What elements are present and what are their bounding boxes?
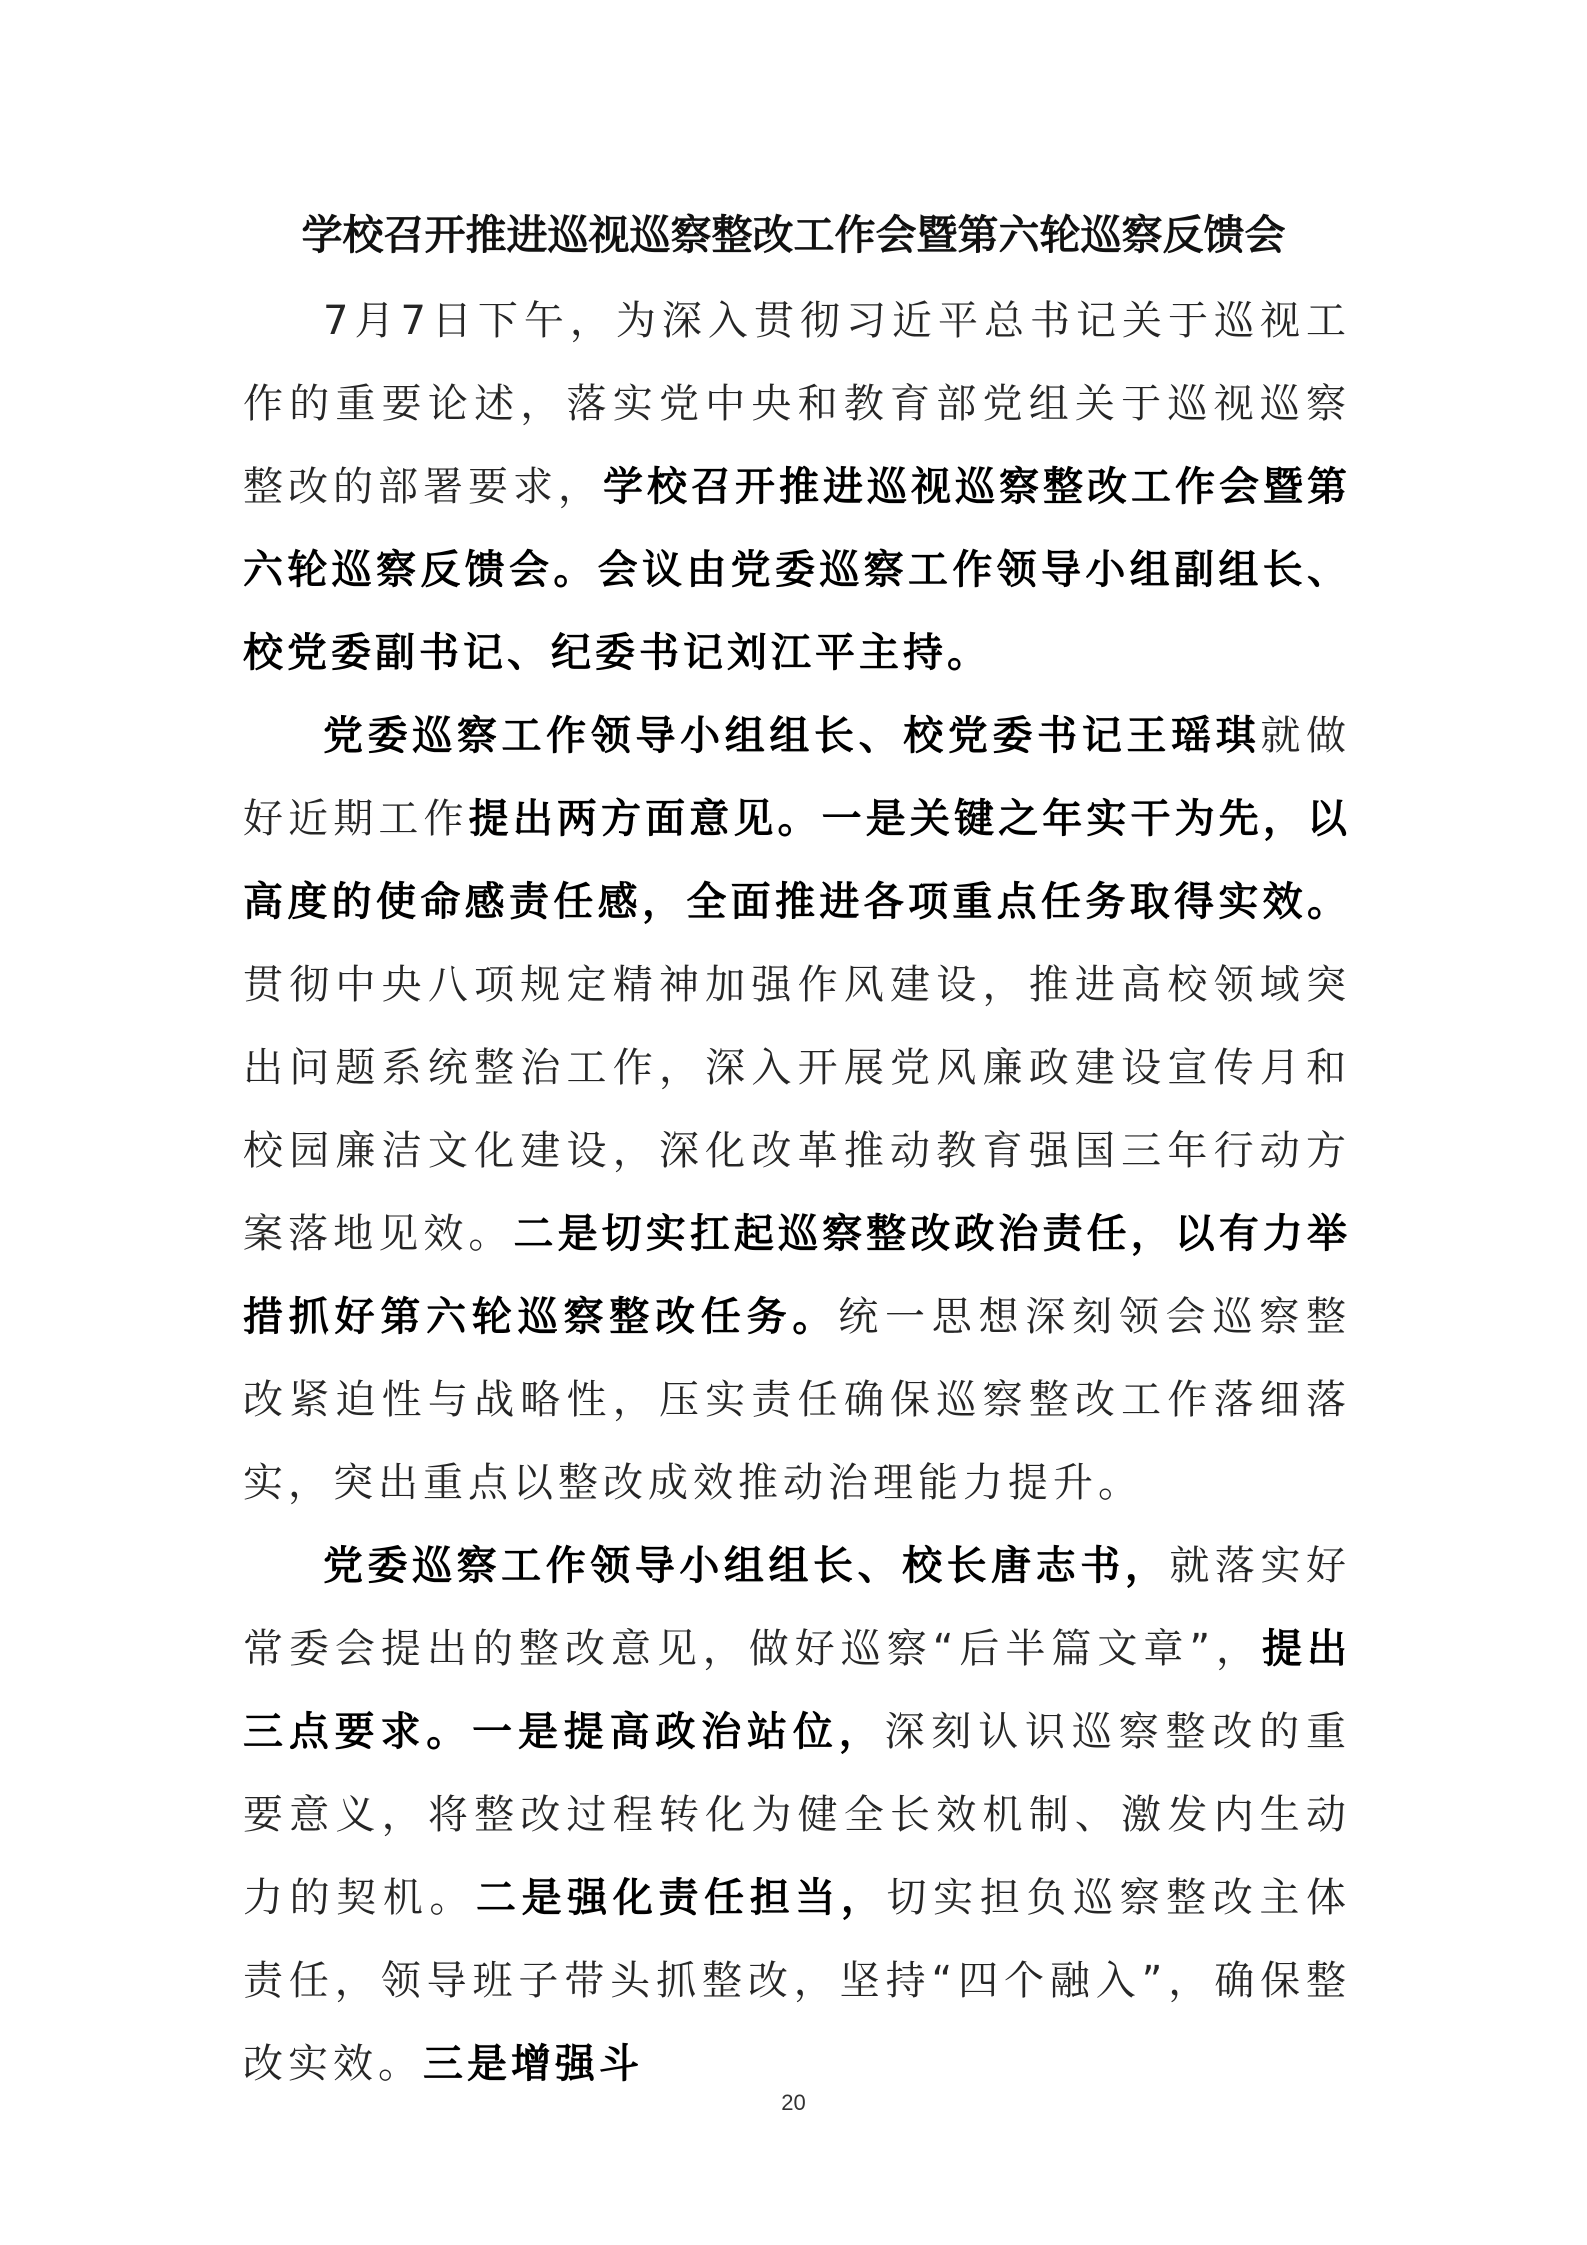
text-run: 7月7日下午，为深入贯彻习近平总书记关于巡视工作的重要论述，落实党中央和教育部党组关于巡视巡察整改的部署要求，: [243, 298, 1351, 510]
bold-text-run: 二是切实扛起巡察整改政治责任，以有力举措抓好第六轮巡察整改任务。: [243, 1211, 1351, 1340]
text-run: 贯彻中央八项规定精神加强作风建设，推进高校领域突出问题系统整治工作，深入开展党风廉政建设宣传月和校园廉洁文化建设，深化改革推动教育强国三年行动方案落地见效。: [243, 962, 1351, 1257]
page-number: 20: [781, 2090, 806, 2115]
bold-text-run: 提出三点要求。一是提高政治站位，: [243, 1626, 1351, 1755]
paragraph-1: [243, 280, 1351, 695]
paragraph-2: [243, 695, 1351, 1525]
bold-text-run: 提出两方面意见。一是关键之年实干为先，以高度的使命感责任感，全面推进各项重点任务取得实效。: [243, 796, 1351, 925]
text-run: 统一思想深刻领会巡察整改紧迫性与战略性，压实责任确保巡察整改工作落细落实，突出重点以整改成效推动治理能力提升。: [243, 1294, 1352, 1506]
bold-text-run: 党委巡察工作领导小组组长、校长唐志书，: [323, 1543, 1170, 1589]
text-run: 切实担负巡察整改主体责任，领导班子带头抓整改，坚持“四个融入”，确保整改实效。: [243, 1875, 1352, 2087]
text-run: 就做好近期工作: [243, 713, 1352, 842]
paragraph-3: [243, 1525, 1351, 2106]
document-title: 学校召开推进巡视巡察整改工作会暨第六轮巡察反馈会: [301, 211, 1286, 259]
text-run: 就落实好常委会提出的整改意见，做好巡察“后半篇文章”，: [243, 1543, 1352, 1672]
document-body: [243, 280, 1351, 2106]
bold-text-run: 党委巡察工作领导小组组长、校党委书记王瑶琪: [323, 713, 1261, 759]
bold-text-run: 二是强化责任担当，: [476, 1875, 887, 1921]
bold-text-run: 学校召开推进巡视巡察整改工作会暨第六轮巡察反馈会。会议由党委巡察工作领导小组副组长、校党委副书记、纪委书记刘江平主持。: [243, 464, 1351, 676]
text-run: 深刻认识巡察整改的重要意义，将整改过程转化为健全长效机制、激发内生动力的契机。: [243, 1709, 1352, 1921]
bold-text-run: 三是增强斗: [423, 2041, 643, 2087]
